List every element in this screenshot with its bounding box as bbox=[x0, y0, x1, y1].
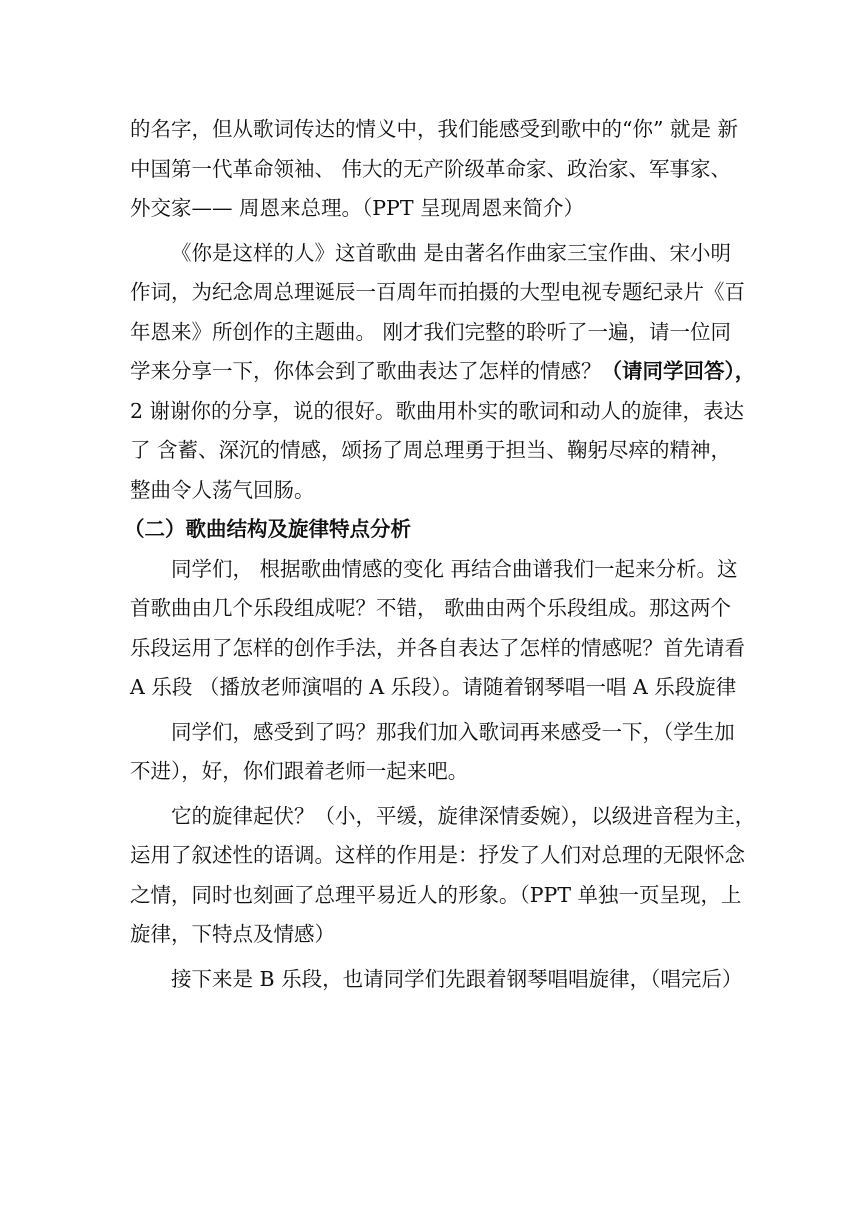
text-line: 不进），好，你们跟着老师一起来吧。 bbox=[130, 759, 469, 783]
text-line: 2 谢谢你的分享，说的很好。歌曲用朴实的歌词和动人的旋律，表达 bbox=[130, 398, 745, 423]
text-line: 中国第一代革命领袖、 伟大的无产阶级革命家、政治家、军事家、 bbox=[130, 156, 732, 181]
text-line: 年恩来》所创作的主题曲。 刚才我们完整的聆听了一遍，请一位同 bbox=[130, 319, 732, 344]
text-line: 运用了叙述性的语调。这样的作用是：抒发了人们对总理的无限怀念 bbox=[130, 843, 745, 867]
bold-answer-prompt: （请同学回答）， bbox=[601, 359, 756, 383]
text-line: 同学们，感受到了吗？那我们加入歌词再来感受一下，（学生加 bbox=[171, 719, 735, 744]
paragraph-5 bbox=[130, 797, 756, 955]
paragraph-3 bbox=[130, 550, 745, 708]
text-line: 了 含蓄、深沉的情感，颂扬了周总理勇于担当、鞠躬尽瘁的精神， bbox=[130, 438, 732, 462]
text-line: 作词，为纪念周总理诞辰一百周年而拍摄的大型电视专题纪录片《百 bbox=[130, 280, 745, 304]
text-line: 接下来是 B 乐段，也请同学们先跟着钢琴唱唱旋律，（唱完后） bbox=[171, 966, 743, 991]
paragraph-4 bbox=[130, 713, 735, 792]
paragraph-1 bbox=[130, 110, 738, 229]
text-line: 《你是这样的人》这首歌曲 是由著名作曲家三宝作曲、宋小明 bbox=[171, 240, 732, 265]
question-text: 学来分享一下，你体会到了歌曲表达了怎样的情感？ bbox=[130, 359, 602, 383]
text-line: 之情，同时也刻画了总理平易近人的形象。（PPT 单独一页呈现，上 bbox=[130, 882, 742, 907]
paragraph-6 bbox=[130, 960, 743, 1000]
text-line: 它的旋律起伏？（小，平缓，旋律深情委婉），以级进音程为主， bbox=[171, 803, 756, 828]
document-page bbox=[124, 110, 756, 999]
text-line: 外交家—— 周恩来总理。（PPT 呈现周恩来简介） bbox=[130, 196, 585, 220]
text-line bbox=[130, 352, 756, 392]
text-line: 整曲令人荡气回肠。 bbox=[130, 477, 315, 502]
section-heading: （二）歌曲结构及旋律特点分析 bbox=[124, 517, 411, 541]
text-line: 首歌曲由几个乐段组成呢？不错， 歌曲由两个乐段组成。那这两个 bbox=[130, 596, 732, 620]
text-line: 乐段运用了怎样的创作手法，并各自表达了怎样的情感呢？首先请看 bbox=[130, 635, 745, 660]
text-line: 同学们， 根据歌曲情感的变化 再结合曲谱我们一起来分析。这 bbox=[171, 556, 738, 581]
text-line: 的名字，但从歌词传达的情义中，我们能感受到歌中的“你” 就是 新 bbox=[130, 117, 738, 141]
text-line: 旋律，下特点及情感） bbox=[130, 922, 335, 946]
paragraph-2 bbox=[130, 234, 756, 511]
text-line: A 乐段 （播放老师演唱的 A 乐段）。请随着钢琴唱一唱 A 乐段旋律 bbox=[130, 675, 737, 699]
